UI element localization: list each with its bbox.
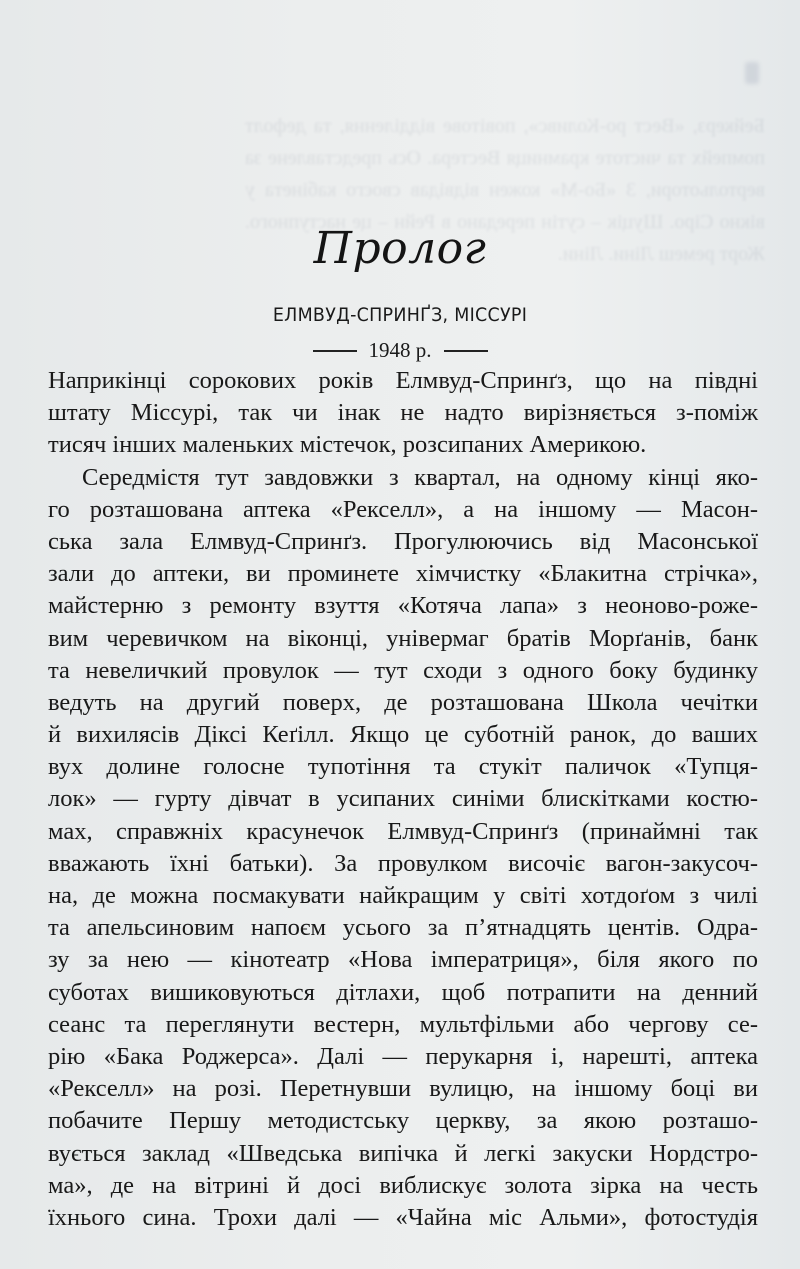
paragraph — [48, 462, 758, 1235]
text-line: штату Міссурі, так чи інак не надто вирізняється з-поміж — [48, 399, 758, 427]
chapter-year: 1948 р. — [368, 337, 432, 362]
text-line: «Рекселл» на розі. Перетнувши вулицю, на іншому боці ви — [48, 1075, 758, 1103]
text-line: на, де можна посмакувати найкращим у світі хотдоґом з чилі — [48, 882, 758, 909]
text-line: мах, справжніх красунечок Елмвуд-Спринґз (принаймні так — [48, 817, 758, 845]
text-line: вважають їхні батьки). За провулком височіє вагон-закусоч- — [48, 849, 758, 877]
text-line: сеанс та переглянути вестерн, мультфільми або чергову се- — [48, 1010, 758, 1038]
text-line: лок» — гурту дівчат в усипаних синіми блискітками костю- — [48, 785, 758, 813]
text-line: Наприкінці сорокових років Елмвуд-Спринґз, що на півдні — [48, 367, 758, 394]
text-line: ведуть на другий поверх, де розташована Школа чечітки — [48, 688, 758, 716]
text-line: вується заклад «Шведська випічка й легкі закуски Нордстро- — [48, 1139, 758, 1167]
year-rule-left — [313, 350, 357, 351]
paragraph — [48, 365, 758, 462]
text-line: тисяч інших маленьких містечок, розсипаних Америкою. — [48, 431, 647, 459]
chapter-title: Пролог — [313, 223, 487, 274]
text-line: вим черевичком на віконці, універмаг братів Морґанів, банк — [48, 624, 758, 652]
chapter-location: ЕЛМВУД-СПРИНҐЗ, МІССУРІ — [272, 304, 528, 326]
text-line: вух долине голосне тупотіння та стукіт паличок «Тупця- — [48, 753, 758, 781]
bleed-through-mark — [745, 62, 759, 84]
text-line: ська зала Елмвуд-Спринґз. Прогулюючись від Масонської — [48, 527, 758, 555]
text-line: та апельсиновим напоєм усього за п’ятнадцять центів. Одра- — [48, 914, 758, 942]
text-line: майстерню з ремонту взуття «Котяча лапа» з неоново-роже- — [48, 592, 758, 620]
body-text — [48, 365, 758, 1234]
year-rule-right — [444, 350, 488, 351]
text-line: ма», де на вітрині й досі виблискує золота зірка на честь — [48, 1171, 758, 1199]
text-line: рію «Бака Роджерса». Далі — перукарня і, нарешті, аптека — [48, 1042, 758, 1070]
text-line: та невеличкий провулок — тут сходи з одного боку будинку — [48, 656, 758, 684]
text-line: го розташована аптека «Рекселл», а на іншому — Масон- — [48, 495, 758, 523]
text-line: зу за нею — кінотеатр «Нова імператриця», біля якого по — [48, 946, 758, 974]
text-line: їхнього сина. Трохи далі — «Чайна міс Альми», фотостудія — [48, 1203, 758, 1231]
text-line: зали до аптеки, ви проминете хімчистку «Блакитна стрічка», — [48, 560, 758, 588]
chapter-heading — [0, 220, 800, 364]
text-line: Середмістя тут завдовжки з квартал, на одному кінці яко- — [82, 463, 758, 491]
text-line: суботах вишиковуються дітлахи, щоб потрапити на денний — [48, 978, 758, 1006]
text-line: побачите Першу методистську церкву, за якою розташо- — [48, 1107, 758, 1135]
chapter-year-row — [0, 336, 800, 364]
text-line: й вихилясів Діксі Кеґілл. Якщо це суботній ранок, до ваших — [48, 721, 758, 749]
